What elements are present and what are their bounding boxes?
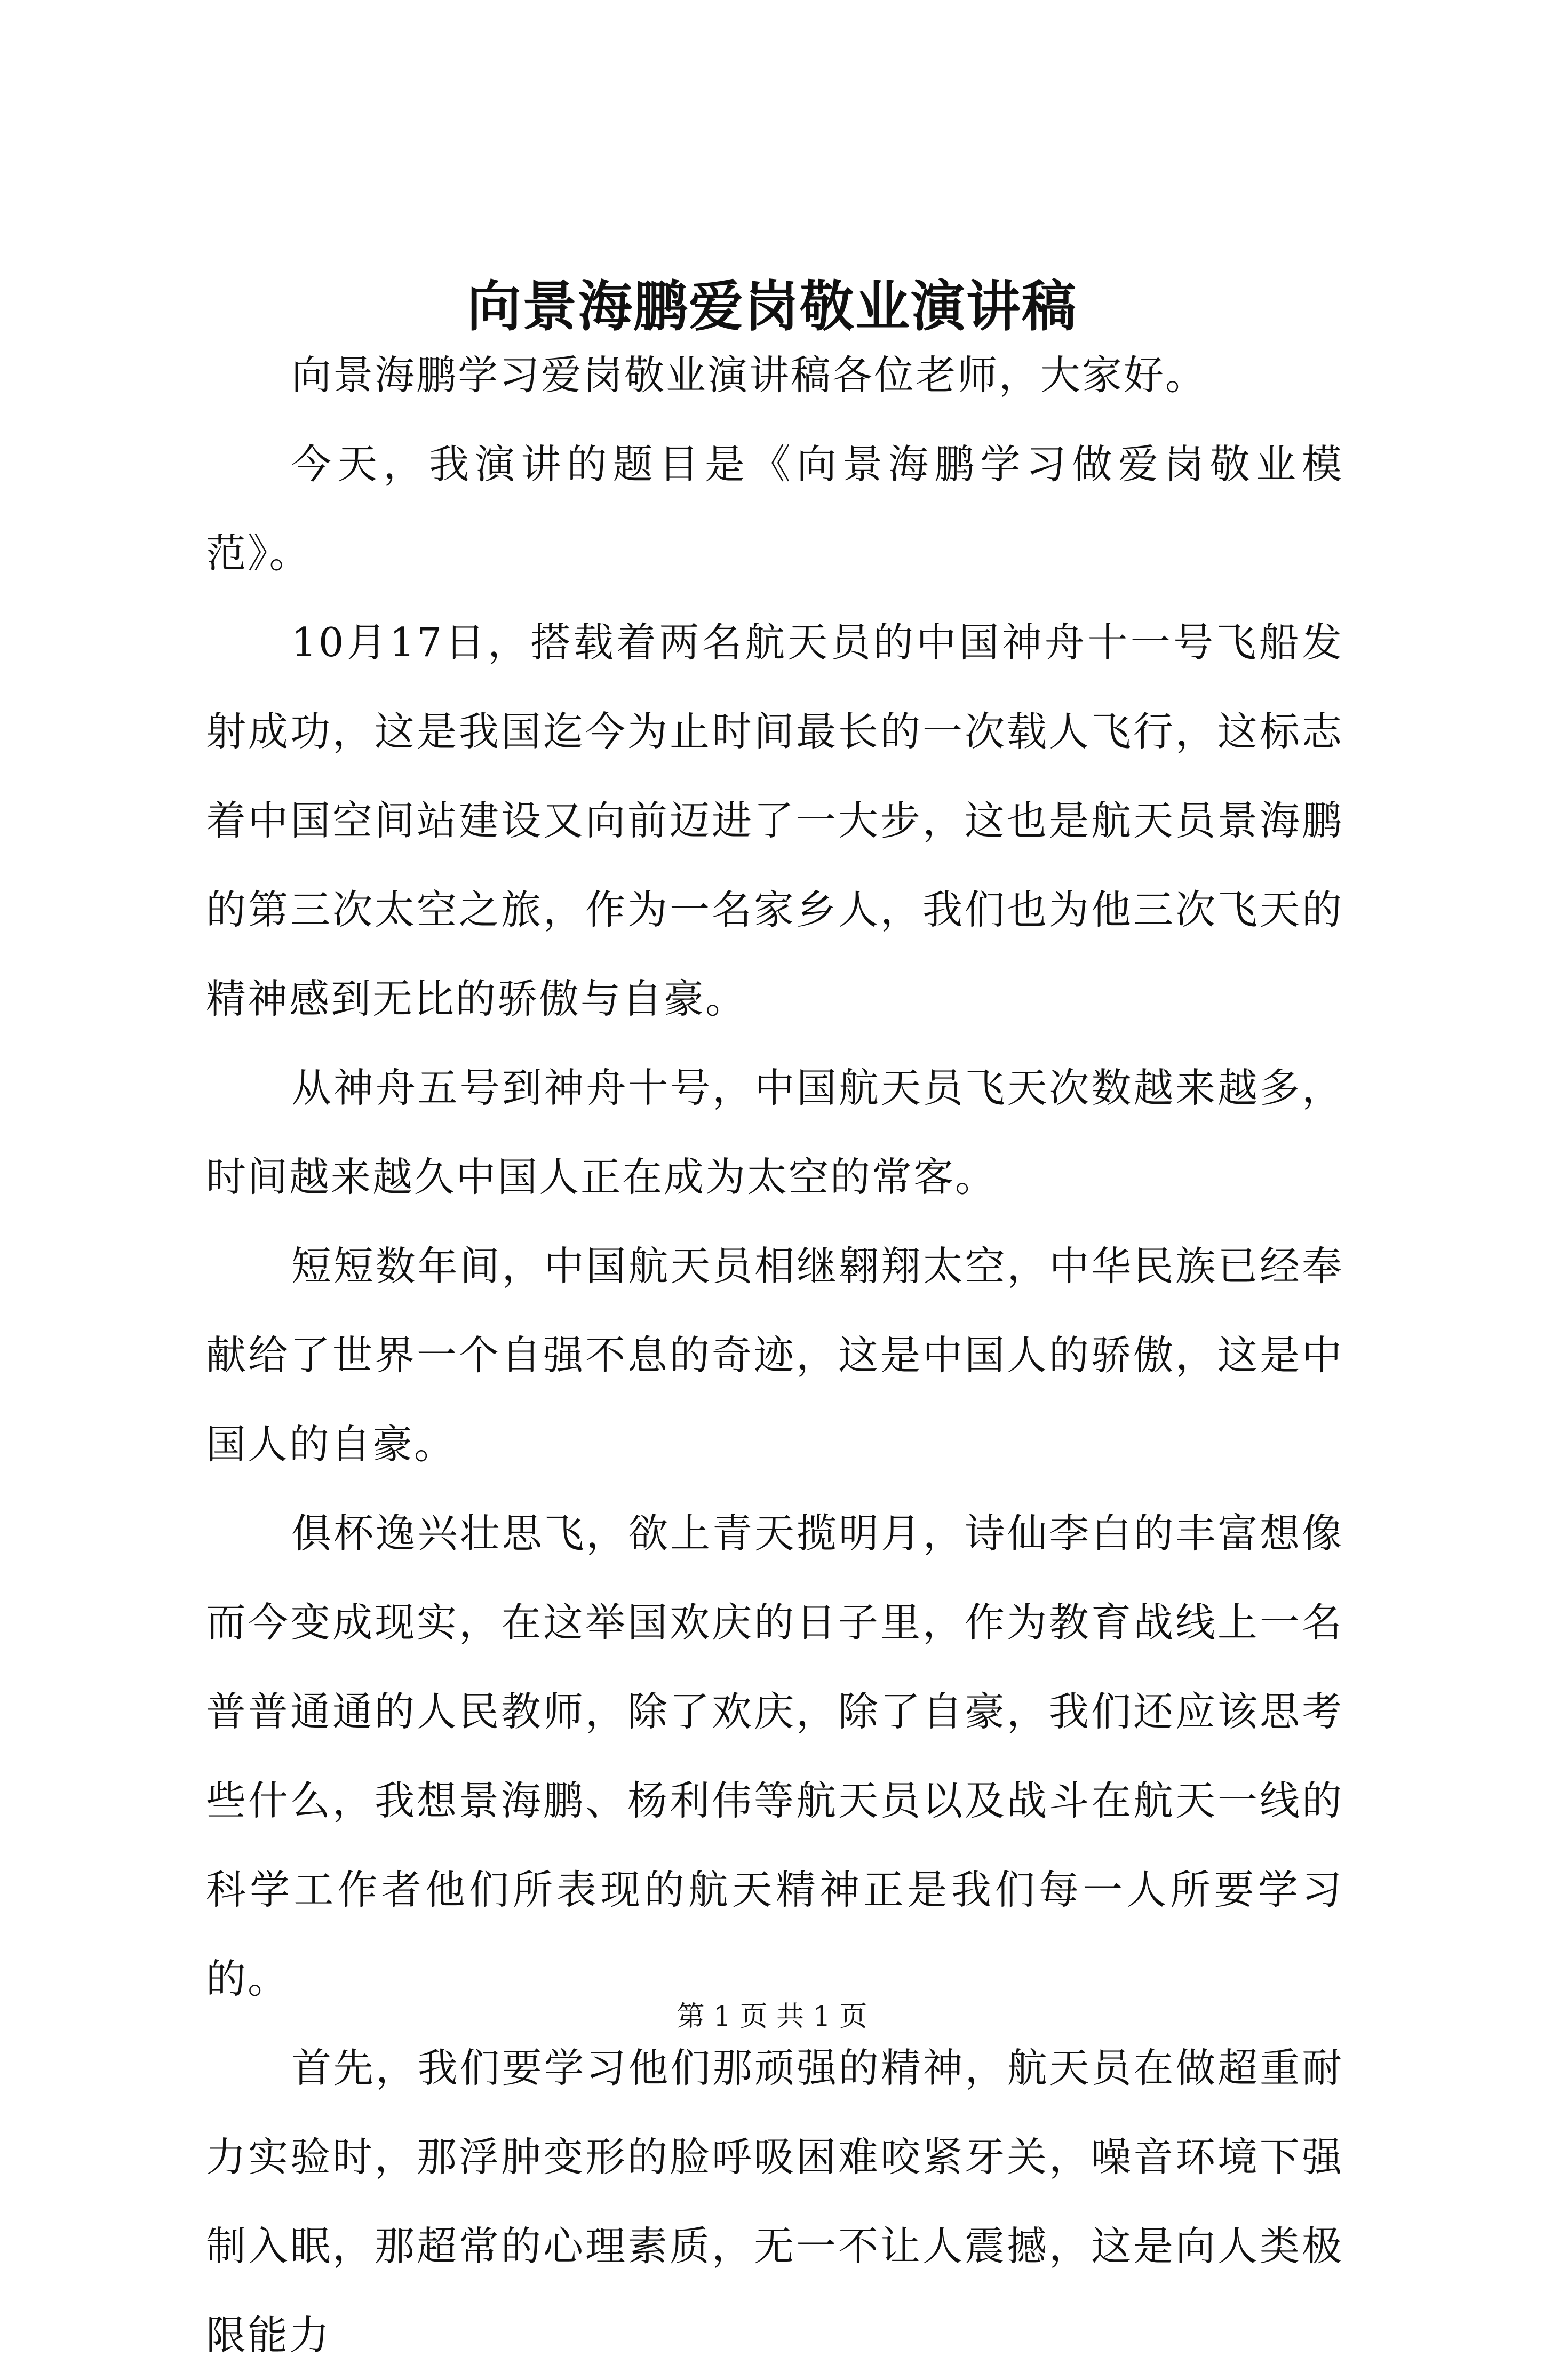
paragraph-1: 向景海鹏学习爱岗敬业演讲稿各位老师，大家好。 xyxy=(291,352,1207,399)
paragraph-2: 今天，我演讲的题目是《向景海鹏学习做爱岗敬业模范》。 xyxy=(206,441,1343,577)
paragraph-6: 俱杯逸兴壮思飞，欲上青天揽明月，诗仙李白的丰富想像而今变成现实，在这举国欢庆的日子里，作为教育战线上一名普普通通的人民教师，除了欢庆，除了自豪，我们还应该思考些什么，我想景海鹏、杨利伟等航天员以及战斗在航天一线的科学工作者他们所表现的航天精神正是我们每一人所要学习的。 xyxy=(206,1510,1343,2002)
document-title: 向景海鹏爱岗敬业演讲稿 xyxy=(467,275,1077,339)
paragraph-3: 10月17日，搭载着两名航天员的中国神舟十一号飞船发射成功，这是我国迄今为止时间最长的一次载人飞行，这标志着中国空间站建设又向前迈进了一大步，这也是航天员景海鹏的第三次太空之旅，作为一名家乡人，我们也为他三次飞天的精神感到无比的骄傲与自豪。 xyxy=(206,619,1343,1022)
document-body xyxy=(206,331,1343,2380)
paragraph-7: 首先，我们要学习他们那顽强的精神，航天员在做超重耐力实验时，那浮肿变形的脸呼吸困难咬紧牙关，噪音环境下强制入眠，那超常的心理素质，无一不让人震撼，这是向人类极限能力 xyxy=(206,2044,1343,2359)
paragraph-5: 短短数年间，中国航天员相继翱翔太空，中华民族已经奉献给了世界一个自强不息的奇迹，这是中国人的骄傲，这是中国人的自豪。 xyxy=(206,1243,1343,1468)
paragraph-4: 从神舟五号到神舟十号，中国航天员飞天次数越来越多，时间越来越久中国人正在成为太空的常客。 xyxy=(206,1064,1343,1200)
page-number-footer: 第 1 页 共 1 页 xyxy=(677,2001,867,2033)
